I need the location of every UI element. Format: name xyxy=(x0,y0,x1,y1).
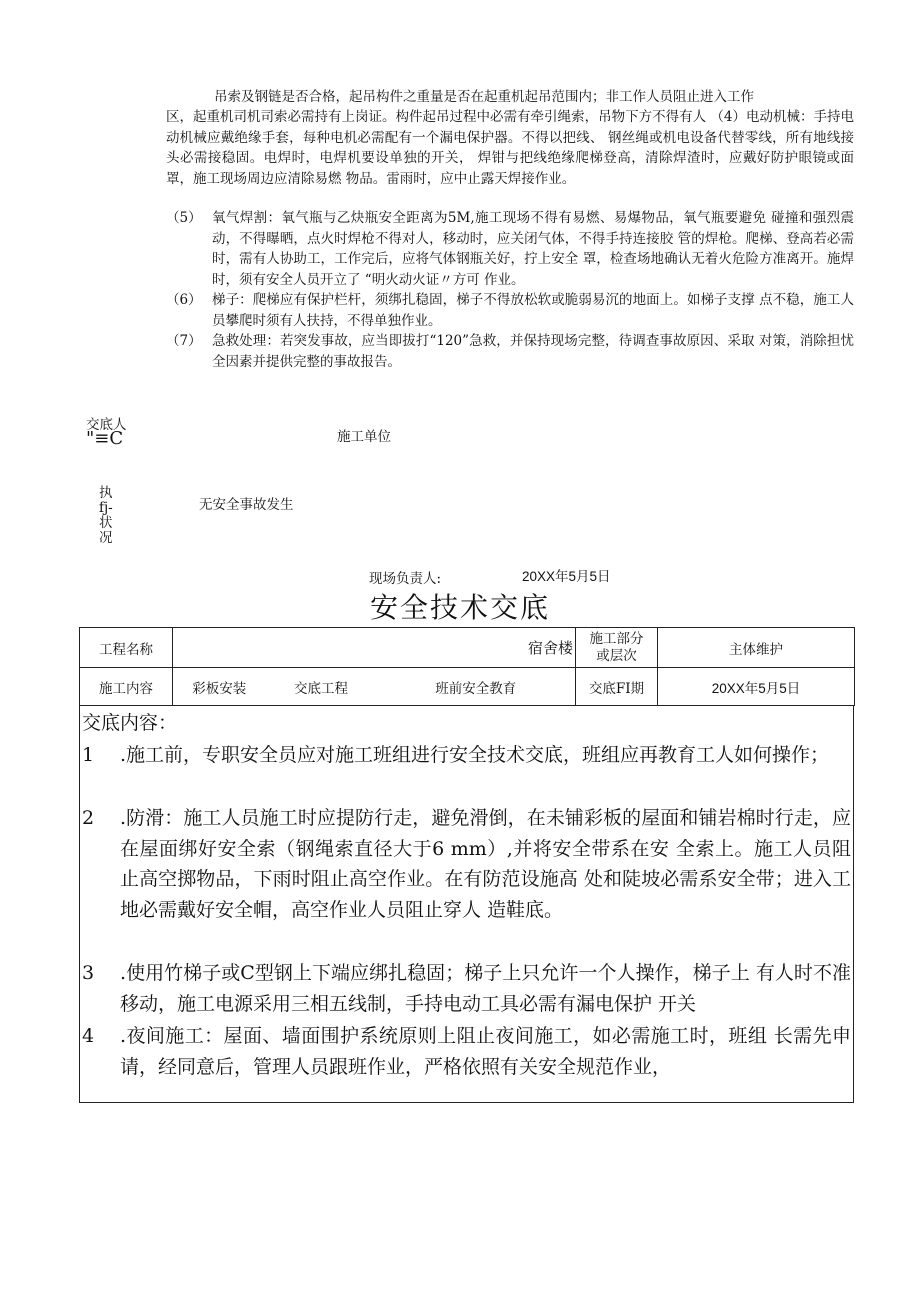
content-heading-text: 交底内容： xyxy=(82,712,178,734)
project-name-label: 工程名称 xyxy=(80,628,173,668)
content-item-number: 3 xyxy=(82,962,95,984)
exec-label-line: fj- xyxy=(99,500,113,516)
content-item-3 xyxy=(80,958,853,1019)
construction-content-label: 施工内容 xyxy=(80,668,173,706)
list-item-7 xyxy=(166,331,854,372)
list-item-text: 氧气焊割：氧气瓶与乙炔瓶安全距离为5M,施工现场不得有易燃、易爆物品，氧气瓶要避免 碰撞和强烈震动，不得曝晒，点火时焊枪不得对人，移动时，应关闭气体，不得手持连接胶 管的焊枪。爬梯、登高若必需时，需有人协助工，工作完后，应将气体钢瓶关好，拧上安全 罩，检查场地确认无着火危险方准离开。施焊时，须有安全人员开立了 “明火动火证〃方可 作业。 xyxy=(212,210,854,288)
content-item-4 xyxy=(80,1021,853,1082)
handover-date-value: 20XX年5月5日 xyxy=(658,668,855,706)
info-table xyxy=(79,627,855,706)
part-label-line: 施工部分 xyxy=(589,630,644,647)
part-label-line: 或层次 xyxy=(596,647,637,664)
content-item-text: .防滑：施工人员施工时应提防行走，避免滑倒，在未铺彩板的屋面和铺岩棉时行走，应在屋面绑好安全索（钢绳索直径大于6 mm）,并将安全带系在安 全索上。施工人员阻止高空掷物品，下雨时阻止高空作业。在有防范设施高 处和陡坡必需系安全带；进入工地必需戴好安全帽，高空作业人员阻止穿人 造鞋底。 xyxy=(120,807,851,921)
content-item-number: 2 xyxy=(82,807,95,829)
project-name-value: 宿舍楼 xyxy=(173,628,576,668)
list-item-5 xyxy=(166,208,854,290)
list-item-number: （5） xyxy=(166,210,202,226)
construction-content-value: 彩板安装 xyxy=(173,668,266,706)
top-paragraph-rest: 区，起重机司机司索必需持有上岗证。构件起吊过程中必需有牵引绳索，吊物下方不得有人 （4）电动机械：手持电动机械应戴绝缘手套，每种电机必需配有一个漏电保护器。不得以把线、 钢丝绳或机电设备代替零线，所有地线接头必需接稳固。电焊时，电焊机要设单独的开关， 焊钳与把线绝缘爬梯登高，清除焊渣时，应戴好防护眼镜或面罩，施工现场周边应清除易燃 物品。雷雨时，应中止露天焊接作业。 xyxy=(166,109,854,187)
handover-item-value: 班前安全教育 xyxy=(377,668,576,706)
page-title: 安全技术交底 xyxy=(369,591,550,624)
signature-mark: "≡C xyxy=(86,428,124,449)
exec-status-label xyxy=(99,486,119,546)
content-item-number: 4 xyxy=(82,1025,95,1047)
content-item-text: .施工前，专职安全员应对施工班组进行安全技术交底，班组应再教育工人如何操作； xyxy=(120,744,830,766)
exec-label-line: 状 xyxy=(99,515,113,531)
handover-content-cell xyxy=(79,706,854,1103)
handover-date-label: 交底FI期 xyxy=(576,668,658,706)
list-item-text: 梯子：爬梯应有保护栏杆，须绑扎稳固，梯子不得放松软或脆弱易沉的地面上。如梯子支撑 点不稳，施工人员攀爬时须有人扶持，不得单独作业。 xyxy=(212,292,854,329)
content-item-text: .夜间施工：屋面、墙面围护系统原则上阻止夜间施工，如必需施工时，班组 长需先申请，经同意后，管理人员跟班作业，严格依照有关安全规范作业， xyxy=(120,1025,851,1078)
content-heading xyxy=(80,708,853,739)
exec-status-value: 无安全事故发生 xyxy=(199,497,294,513)
exec-label-line: 况 xyxy=(99,530,113,546)
top-paragraph-first-line: 吊索及钢链是否合格，起吊构件之重量是否在起重机起吊范围内；非工作人员阻止进入工作 xyxy=(214,89,754,105)
exec-label-line: 执 xyxy=(99,485,113,501)
content-item-1 xyxy=(80,740,853,771)
content-item-number: 1 xyxy=(82,744,95,766)
list-item-number: （7） xyxy=(166,333,202,349)
signature-date: 20XX年5月5日 xyxy=(522,569,611,584)
construction-part-label xyxy=(576,628,658,668)
list-item-text: 急救处理：若突发事故，应当即拔打“120”急救，并保持现场完整，待调查事故原因、采取 对策，消除担忧全因素并提供完整的事故报告。 xyxy=(212,333,854,370)
construction-part-value: 主体维护 xyxy=(658,628,855,668)
list-item-6 xyxy=(166,290,854,331)
unit-label: 施工单位 xyxy=(337,429,391,445)
jiaodiren-label: 交底人 xyxy=(86,417,127,433)
site-manager-label: 现场负责人: xyxy=(369,571,442,587)
content-item-2 xyxy=(80,803,853,925)
list-item-number: （6） xyxy=(166,292,202,308)
content-item-text: .使用竹梯子或C型钢上下端应绑扎稳固；梯子上只允许一个人操作，梯子上 有人时不准移动，施工电源采用三相五线制，手持电动工具必需有漏电保护 开关 xyxy=(120,962,851,1015)
handover-item-label: 交底工程 xyxy=(266,668,377,706)
